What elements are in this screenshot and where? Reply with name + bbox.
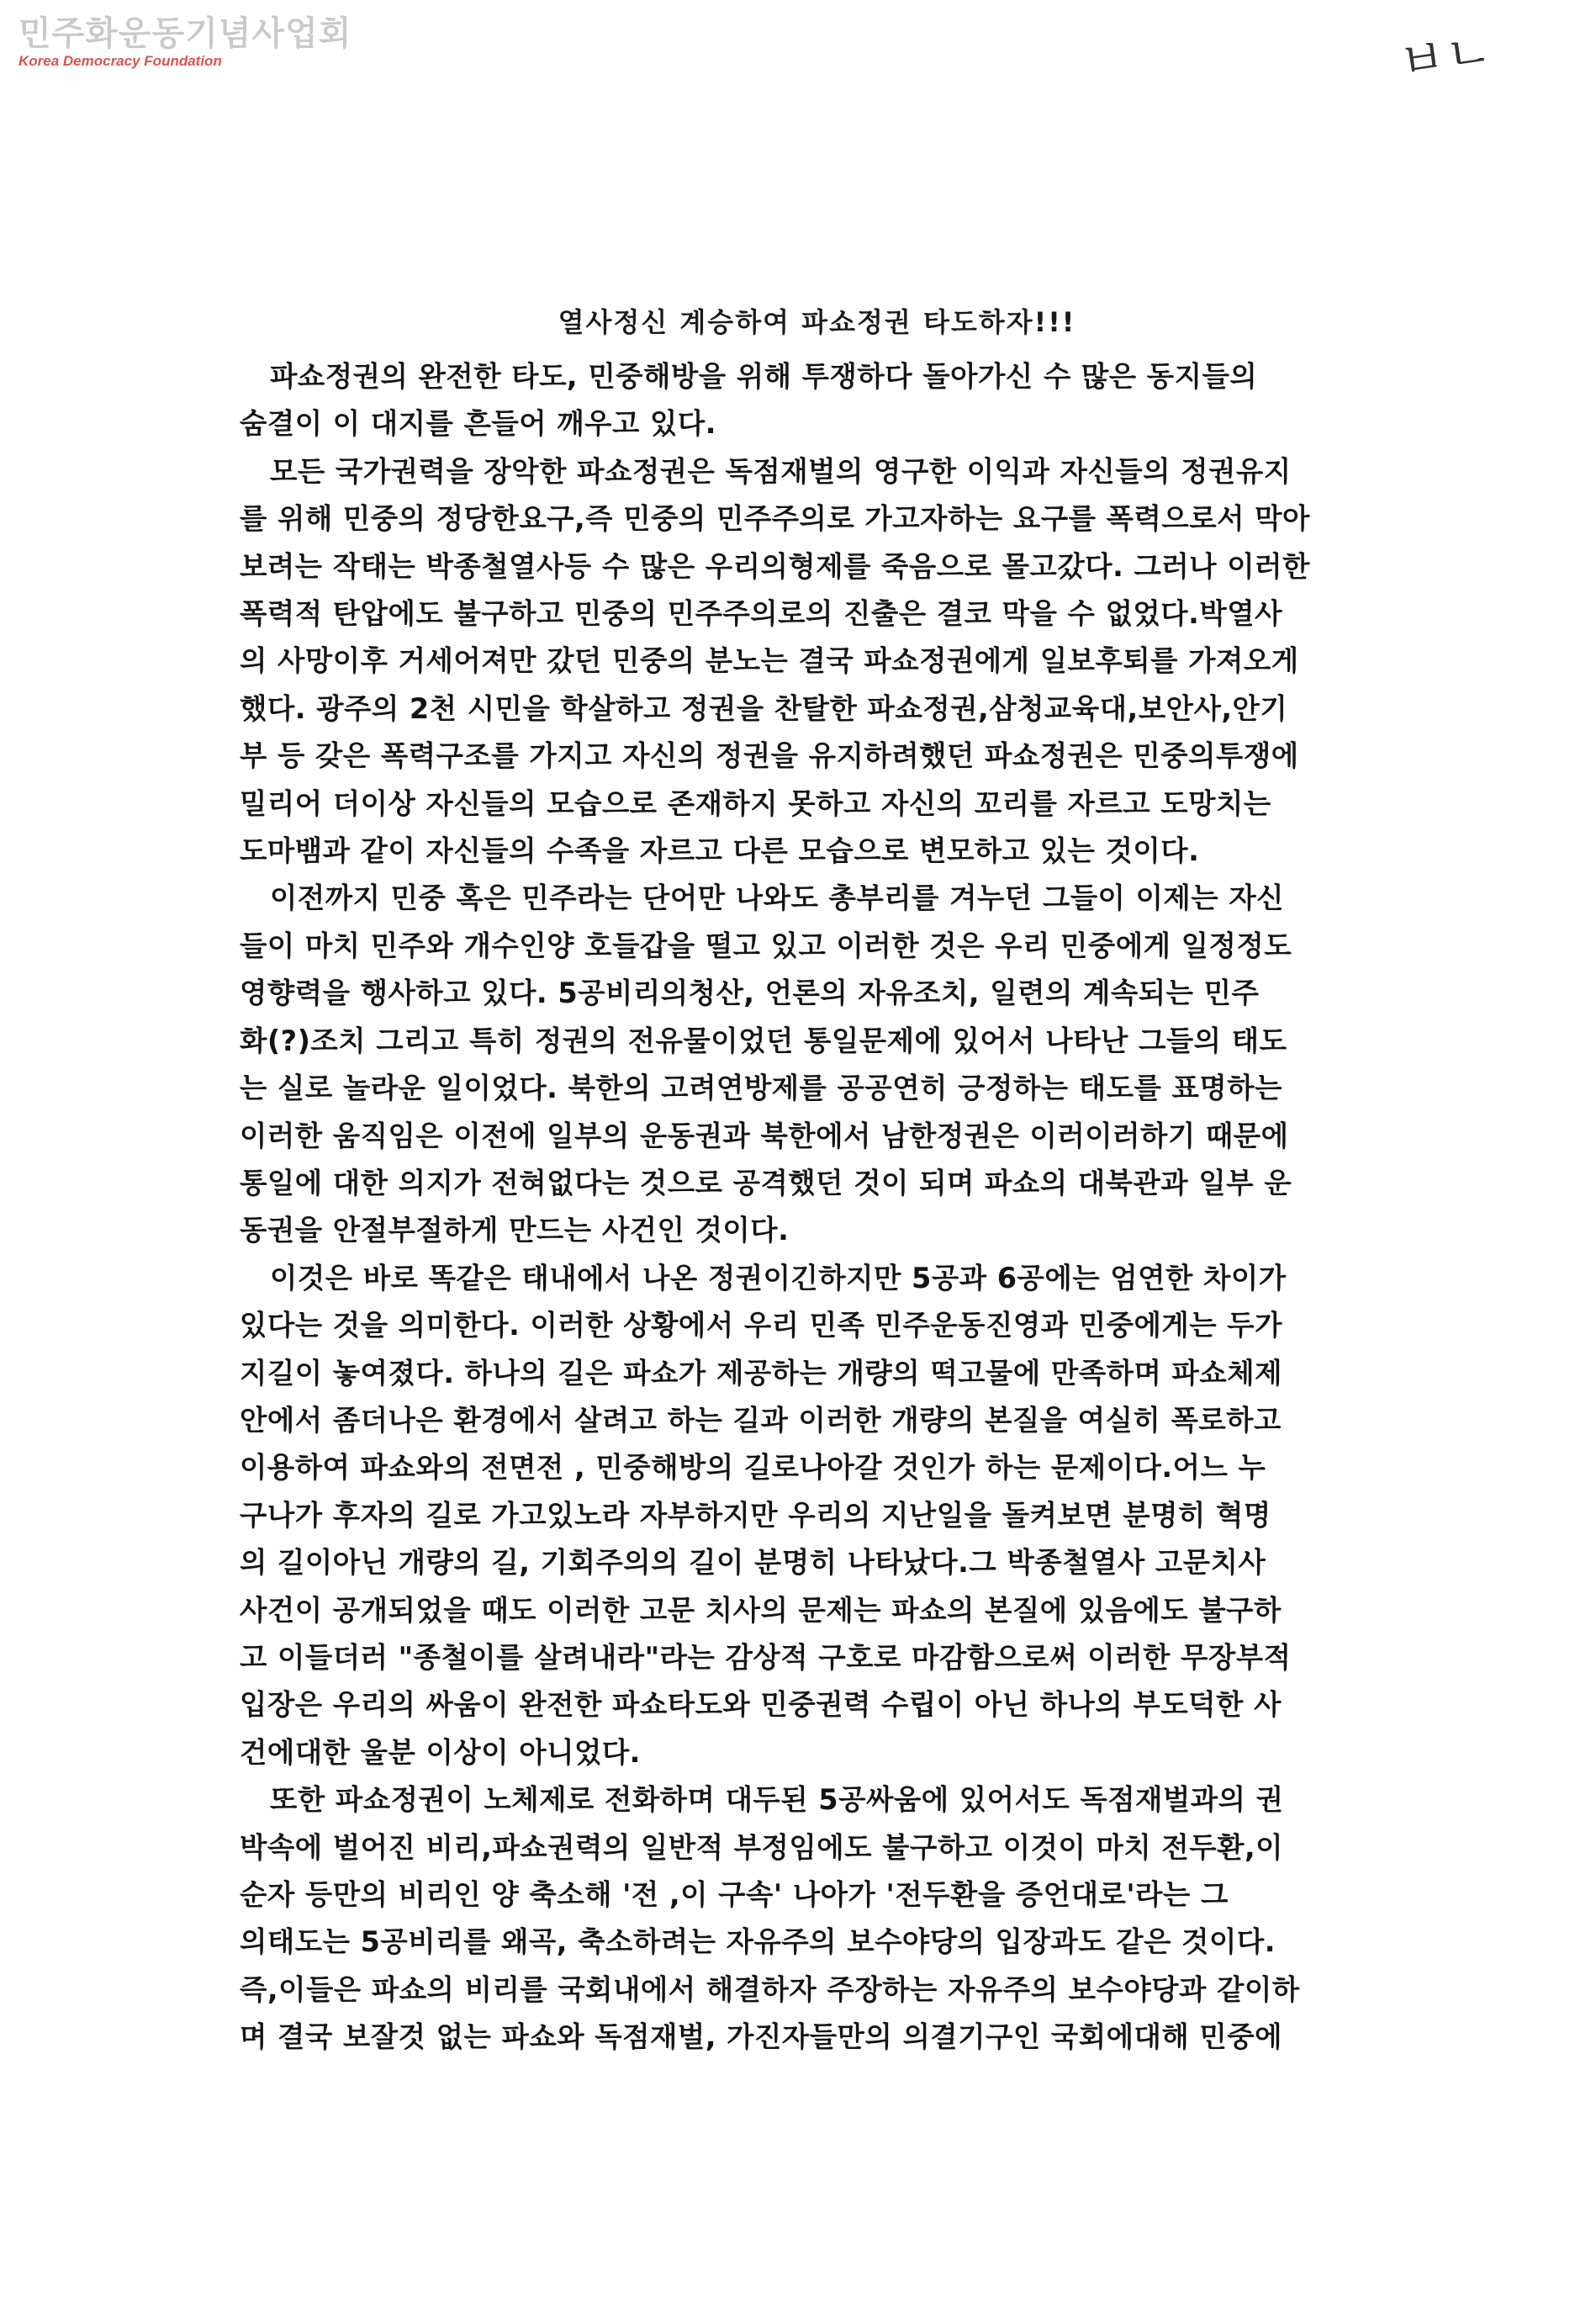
text-line: 를 위해 민중의 정당한요구,즉 민중의 민주주의로 가고자하는 요구를 폭력으로서 막아 bbox=[240, 502, 1310, 536]
text-line: 동권을 안절부절하게 만드는 사건인 것이다. bbox=[240, 1214, 790, 1247]
text-line: 순자 등만의 비리인 양 축소해 '전 ,이 구속' 나아가 '전두환을 증언대로'라는 그 bbox=[240, 1878, 1229, 1911]
paragraph bbox=[240, 875, 1425, 1254]
text-line: 의태도는 5공비리를 왜곡, 축소하려는 자유주의 보수야당의 입장과도 같은 것이다. bbox=[240, 1925, 1276, 1959]
text-line: 사건이 공개되었을 때도 이러한 고문 치사의 문제는 파쇼의 본질에 있음에도 불구하 bbox=[240, 1593, 1282, 1627]
paragraph bbox=[240, 448, 1425, 876]
text-line: 들이 마치 민주와 개수인양 호들갑을 떨고 있고 이러한 것은 우리 민중에게 일정정도 bbox=[240, 929, 1292, 962]
document-body bbox=[240, 353, 1425, 2062]
text-line: 건에대한 울분 이상이 아니었다. bbox=[240, 1735, 641, 1769]
foundation-watermark bbox=[18, 15, 351, 71]
text-line: 숨결이 이 대지를 흔들어 깨우고 있다. bbox=[240, 407, 716, 441]
text-line: 이용하여 파쇼와의 전면전 , 민중해방의 길로나아갈 것인가 하는 문제이다.어느 누 bbox=[240, 1451, 1266, 1485]
text-line: 며 결국 보잘것 없는 파쇼와 독점재벌, 가진자들만의 의결기구인 국회에대해 민중에 bbox=[240, 2020, 1282, 2054]
text-line: 부 등 갖은 폭력구조를 가지고 자신의 정권을 유지하려했던 파쇼정권은 민중의투쟁에 bbox=[240, 739, 1299, 773]
text-line: 의 길이아닌 개량의 길, 기회주의의 길이 분명히 나타났다.그 박종철열사 고문치사 bbox=[240, 1546, 1266, 1580]
text-line: 이것은 바로 똑같은 태내에서 나온 정권이긴하지만 5공과 6공에는 엄연한 차이가 bbox=[270, 1261, 1287, 1294]
text-line: 이전까지 민중 혹은 민주라는 단어만 나와도 총부리를 겨누던 그들이 이제는 자신 bbox=[270, 881, 1285, 915]
text-line: 박속에 벌어진 비리,파쇼권력의 일반적 부정임에도 불구하고 이것이 마치 전두환,이 bbox=[240, 1830, 1284, 1864]
text-line: 이러한 움직임은 이전에 일부의 운동권과 북한에서 남한정권은 이러이러하기 때문에 bbox=[240, 1119, 1289, 1152]
text-line: 통일에 대한 의지가 전혀없다는 것으로 공격했던 것이 되며 파쇼의 대북관과 일부 운 bbox=[240, 1166, 1292, 1199]
text-line: 입장은 우리의 싸움이 완전한 파쇼타도와 민중권력 수립이 아닌 하나의 부도덕한 사 bbox=[240, 1688, 1282, 1722]
text-line: 파쇼정권의 완전한 타도, 민중해방을 위해 투쟁하다 돌아가신 수 많은 동지들의 bbox=[270, 360, 1258, 393]
text-line: 했다. 광주의 2천 시민을 학살하고 정권을 찬탈한 파쇼정권,삼청교육대,보안사,안기 bbox=[240, 691, 1288, 725]
document-title: 열사정신 계승하여 파쇼정권 타도하자!!! bbox=[558, 306, 1076, 338]
text-line: 즉,이들은 파쇼의 비리를 국회내에서 해결하자 주장하는 자유주의 보수야당과 같이하 bbox=[240, 1972, 1300, 2006]
text-line: 의 사망이후 거세어져만 갔던 민중의 분노는 결국 파쇼정권에게 일보후퇴를 가져오게 bbox=[240, 644, 1299, 678]
handwritten-page-number: ㅂㄴ bbox=[1394, 21, 1496, 92]
text-line: 고 이들더러 "종철이를 살려내라"라는 감상적 구호로 마감함으로써 이러한 무장부적 bbox=[240, 1640, 1292, 1674]
watermark-english-text: Korea Democracy Foundation bbox=[18, 53, 222, 69]
text-line: 화(?)조치 그리고 특히 정권의 전유물이었던 통일문제에 있어서 나타난 그들의 태도 bbox=[240, 1024, 1287, 1057]
text-line: 구나가 후자의 길로 가고있노라 자부하지만 우리의 지난일을 돌켜보면 분명히 혁명 bbox=[240, 1498, 1271, 1532]
text-line: 폭력적 탄압에도 불구하고 민중의 민주주의로의 진출은 결코 막을 수 없었다.박열사 bbox=[240, 597, 1282, 631]
text-line: 안에서 좀더나은 환경에서 살려고 하는 길과 이러한 개량의 본질을 여실히 폭로하고 bbox=[240, 1403, 1282, 1437]
text-line: 또한 파쇼정권이 노체제로 전화하며 대두된 5공싸움에 있어서도 독점재벌과의 권 bbox=[270, 1783, 1284, 1817]
text-line: 있다는 것을 의미한다. 이러한 상황에서 우리 민족 민주운동진영과 민중에게는 두가 bbox=[240, 1309, 1282, 1342]
paragraph bbox=[240, 353, 1425, 448]
text-line: 도마뱀과 같이 자신들의 수족을 자르고 다른 모습으로 변모하고 있는 것이다. bbox=[240, 834, 1200, 868]
paragraph bbox=[240, 1776, 1425, 2061]
text-line: 모든 국가권력을 장악한 파쇼정권은 독점재벌의 영구한 이익과 자신들의 정권유지 bbox=[270, 454, 1292, 488]
text-line: 보려는 작태는 박종철열사등 수 많은 우리의형제를 죽음으로 몰고갔다. 그러나 이러한 bbox=[240, 549, 1310, 583]
text-line: 는 실로 놀라운 일이었다. 북한의 고려연방제를 공공연히 긍정하는 태도를 표명하는 bbox=[240, 1072, 1282, 1105]
paragraph bbox=[240, 1255, 1425, 1776]
text-line: 영향력을 행사하고 있다. 5공비리의청산, 언론의 자유조치, 일련의 계속되는 민주 bbox=[240, 977, 1260, 1010]
text-line: 밀리어 더이상 자신들의 모습으로 존재하지 못하고 자신의 꼬리를 자르고 도망치는 bbox=[240, 786, 1271, 820]
text-line: 지길이 놓여졌다. 하나의 길은 파쇼가 제공하는 개량의 떡고물에 만족하며 파쇼체제 bbox=[240, 1356, 1282, 1390]
watermark-korean-text: 민주화운동기념사업회 bbox=[18, 14, 352, 53]
